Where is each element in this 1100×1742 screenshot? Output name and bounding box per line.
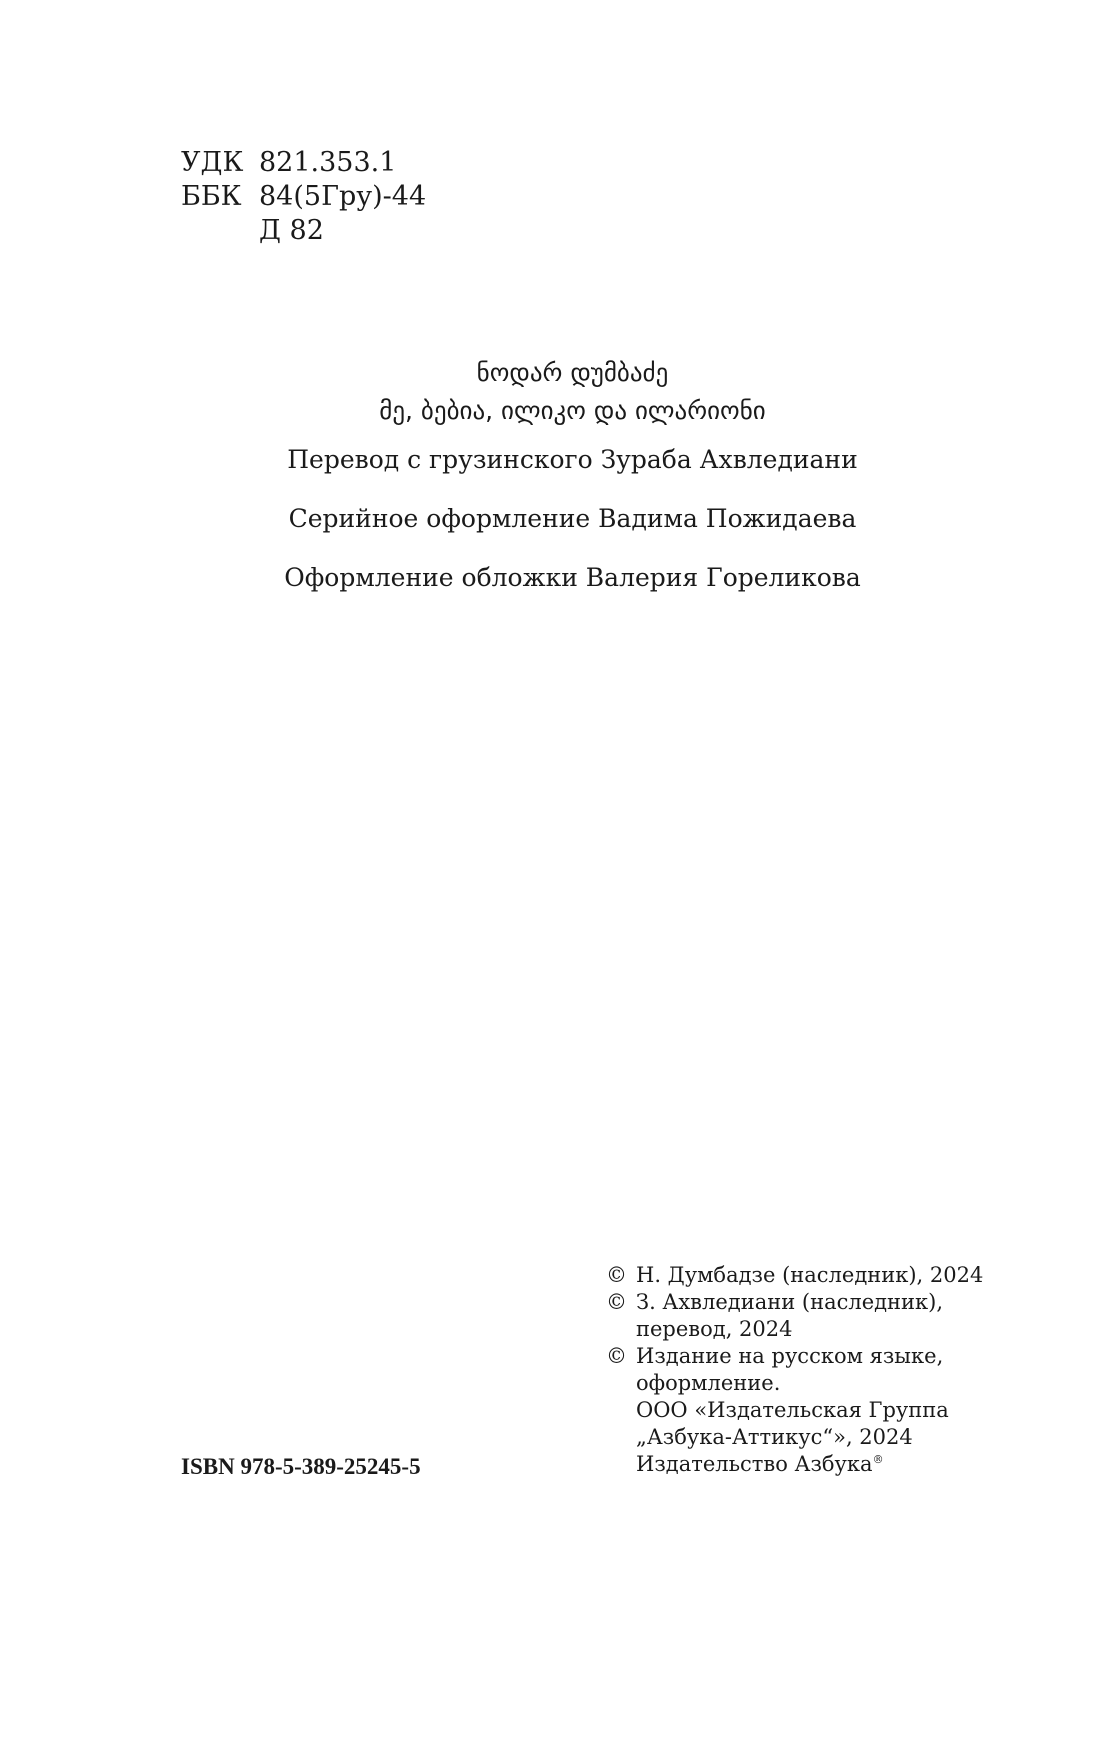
copyright-line: ООО «Издательская Группа (636, 1398, 949, 1422)
author-mark: Д 82 (259, 215, 324, 246)
udk-value: 821.353.1 (259, 147, 397, 178)
author-mark-row (181, 214, 426, 248)
copyright-entry (606, 1262, 1006, 1289)
copyright-line: перевод, 2024 (636, 1317, 793, 1341)
copyright-line: Н. Думбадзе (наследник), 2024 (636, 1263, 984, 1287)
isbn: ISBN 978-5-389-25245-5 (181, 1454, 421, 1479)
copyright-line: Издание на русском языке, (636, 1344, 944, 1368)
translation-credit: Перевод с грузинского Зураба Ахвледиани (287, 445, 858, 474)
udk-label: УДК (181, 147, 244, 178)
copyright-entry (606, 1289, 1006, 1343)
publisher-line (636, 1451, 949, 1478)
bbk-value: 84(5Гру)-44 (259, 181, 427, 212)
copyright-line: З. Ахвледиани (наследник), (636, 1290, 944, 1314)
bbk-row (181, 180, 426, 214)
original-title-block (0, 354, 1100, 430)
copyright-line: „Азбука-Аттикус“», 2024 (636, 1425, 913, 1449)
classification-block (181, 146, 426, 248)
copyright-line: оформление. (636, 1371, 781, 1395)
series-design-credit: Серийное оформление Вадима Пожидаева (288, 504, 857, 533)
author-mark-spacer (181, 214, 259, 248)
registered-mark: ® (872, 1453, 884, 1466)
copyright-symbol: © (606, 1290, 627, 1314)
copyright-entry (606, 1343, 1006, 1478)
bbk-label: ББК (181, 181, 242, 212)
udk-row (181, 146, 426, 180)
copyright-block (606, 1262, 1006, 1478)
copyright-symbol: © (606, 1344, 627, 1368)
copyright-symbol: © (606, 1263, 627, 1287)
cover-design-credit: Оформление обложки Валерия Гореликова (284, 563, 861, 592)
original-author: ნოდარ დუმბაძე (476, 358, 669, 387)
original-title: მე, ბებია, ილიკო და ილარიონი (379, 396, 766, 425)
publisher-name: Издательство Азбука (636, 1452, 873, 1476)
